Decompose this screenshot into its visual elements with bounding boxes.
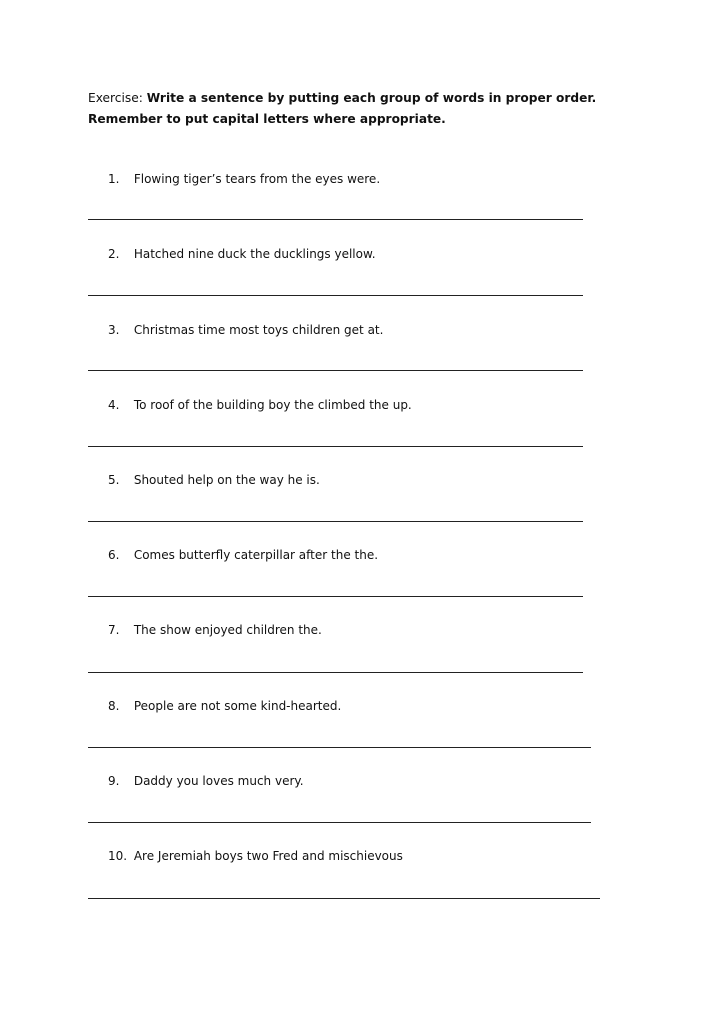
- question-item-5: [108, 472, 320, 488]
- question-number: 3.: [108, 323, 120, 337]
- answer-line-4[interactable]: [88, 446, 583, 447]
- question-text: Comes butterfly caterpillar after the the.: [133, 548, 379, 562]
- question-item-8: [108, 698, 341, 714]
- question-text: Flowing tiger’s tears from the eyes were.: [133, 172, 381, 186]
- question-number: 10.: [108, 849, 128, 863]
- answer-line-2[interactable]: [88, 295, 583, 296]
- question-text: Hatched nine duck the ducklings yellow.: [133, 247, 376, 261]
- answer-line-6[interactable]: [88, 596, 583, 597]
- exercise-label: Exercise:: [88, 91, 143, 105]
- question-number: 4.: [108, 398, 120, 412]
- question-number: 8.: [108, 699, 120, 713]
- question-item-4: [108, 397, 412, 413]
- question-text: The show enjoyed children the.: [133, 623, 322, 637]
- answer-line-9[interactable]: [88, 822, 591, 823]
- question-item-3: [108, 322, 383, 338]
- answer-line-7[interactable]: [88, 672, 583, 673]
- answer-line-3[interactable]: [88, 370, 583, 371]
- question-item-10: [108, 848, 403, 864]
- answer-line-8[interactable]: [88, 747, 591, 748]
- question-text: Daddy you loves much very.: [133, 774, 304, 788]
- question-item-1: [108, 171, 380, 187]
- instruction-line-1: [88, 88, 648, 109]
- answer-line-1[interactable]: [88, 219, 583, 220]
- instruction-text-1: Write a sentence by putting each group of words in proper order.: [146, 91, 597, 105]
- question-number: 6.: [108, 548, 120, 562]
- question-item-9: [108, 773, 304, 789]
- answer-line-10[interactable]: [88, 898, 600, 899]
- question-text: To roof of the building boy the climbed the up.: [133, 398, 412, 412]
- question-item-6: [108, 547, 378, 563]
- answer-line-5[interactable]: [88, 521, 583, 522]
- exercise-instructions: [88, 88, 648, 130]
- question-number: 9.: [108, 774, 120, 788]
- question-item-2: [108, 246, 376, 262]
- question-text: People are not some kind-hearted.: [133, 699, 342, 713]
- question-number: 7.: [108, 623, 120, 637]
- question-item-7: [108, 622, 322, 638]
- question-text: Christmas time most toys children get at.: [133, 323, 384, 337]
- question-number: 2.: [108, 247, 120, 261]
- question-text: Shouted help on the way he is.: [133, 473, 320, 487]
- question-number: 5.: [108, 473, 120, 487]
- instruction-text-2: Remember to put capital letters where appropriate.: [88, 112, 446, 126]
- question-number: 1.: [108, 172, 120, 186]
- question-text: Are Jeremiah boys two Fred and mischievous: [133, 849, 403, 863]
